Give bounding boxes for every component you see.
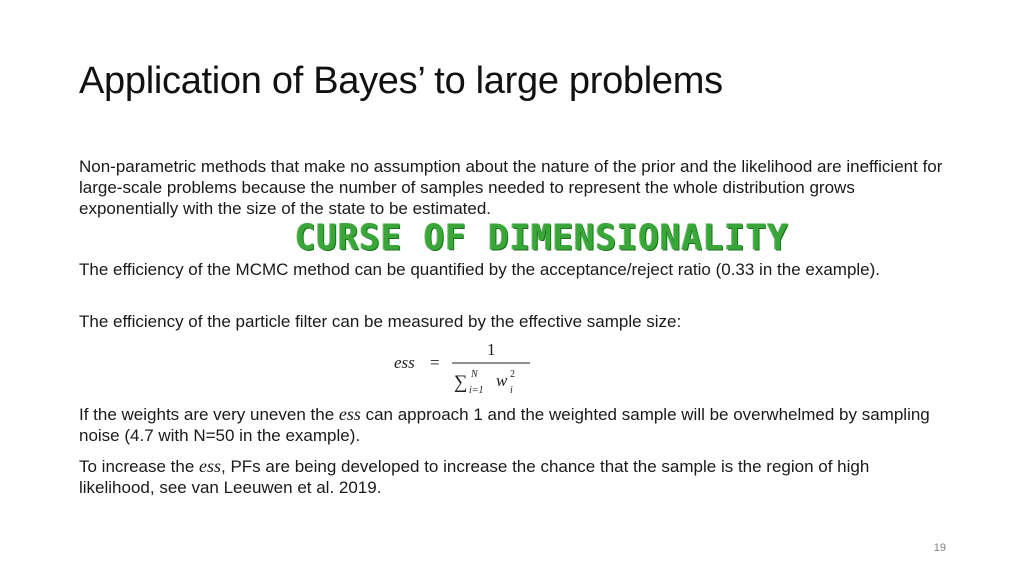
paragraph-increase-ess [79,456,949,498]
paragraph-4-after: can approach 1 and the weighted sample will be overwhelmed by sampling noise (4.7 with N=50 in the example). [79,405,930,445]
formula-term-sub: i [510,385,513,396]
paragraph-non-parametric: Non-parametric methods that make no assumption about the nature of the prior and the likelihood are inefficient for large-scale problems because the number of samples needed to represent the whole distribution grows exponentially with the size of the state to be estimated. [79,157,943,218]
paragraph-4-before: If the weights are very uneven the [79,405,339,424]
paragraph-mcmc-efficiency: The efficiency of the MCMC method can be quantified by the acceptance/reject ratio (0.33 in the example). [79,260,881,279]
formula-term-sup: 2 [510,369,515,380]
ess-formula [392,338,542,398]
paragraph-4-ess: ess [338,404,361,424]
paragraph-5-before: To increase the [79,457,200,476]
paragraph-5-after: , PFs are being developed to increase the chance that the sample is the region of high likelihood, see van Leeuwen et al. 2019. [79,457,870,497]
formula-lhs: ess [394,353,415,372]
paragraph-5-ess: ess [199,456,222,476]
formula-numerator: 1 [487,340,496,359]
formula-sum-symbol: ∑ [454,372,468,393]
paragraph-uneven-weights [79,404,949,446]
formula-upper-limit: N [471,369,478,380]
curse-of-dimensionality-label: CURSE OF DIMENSIONALITY [295,217,789,259]
slide-title: Application of Bayes’ to large problems [79,60,723,102]
page-number: 19 [933,542,946,554]
formula-lower-limit: i=1 [469,385,484,396]
paragraph-particle-filter: The efficiency of the particle filter can be measured by the effective sample size: [79,312,682,331]
formula-term: w [496,371,508,390]
formula-equals: = [430,353,440,372]
